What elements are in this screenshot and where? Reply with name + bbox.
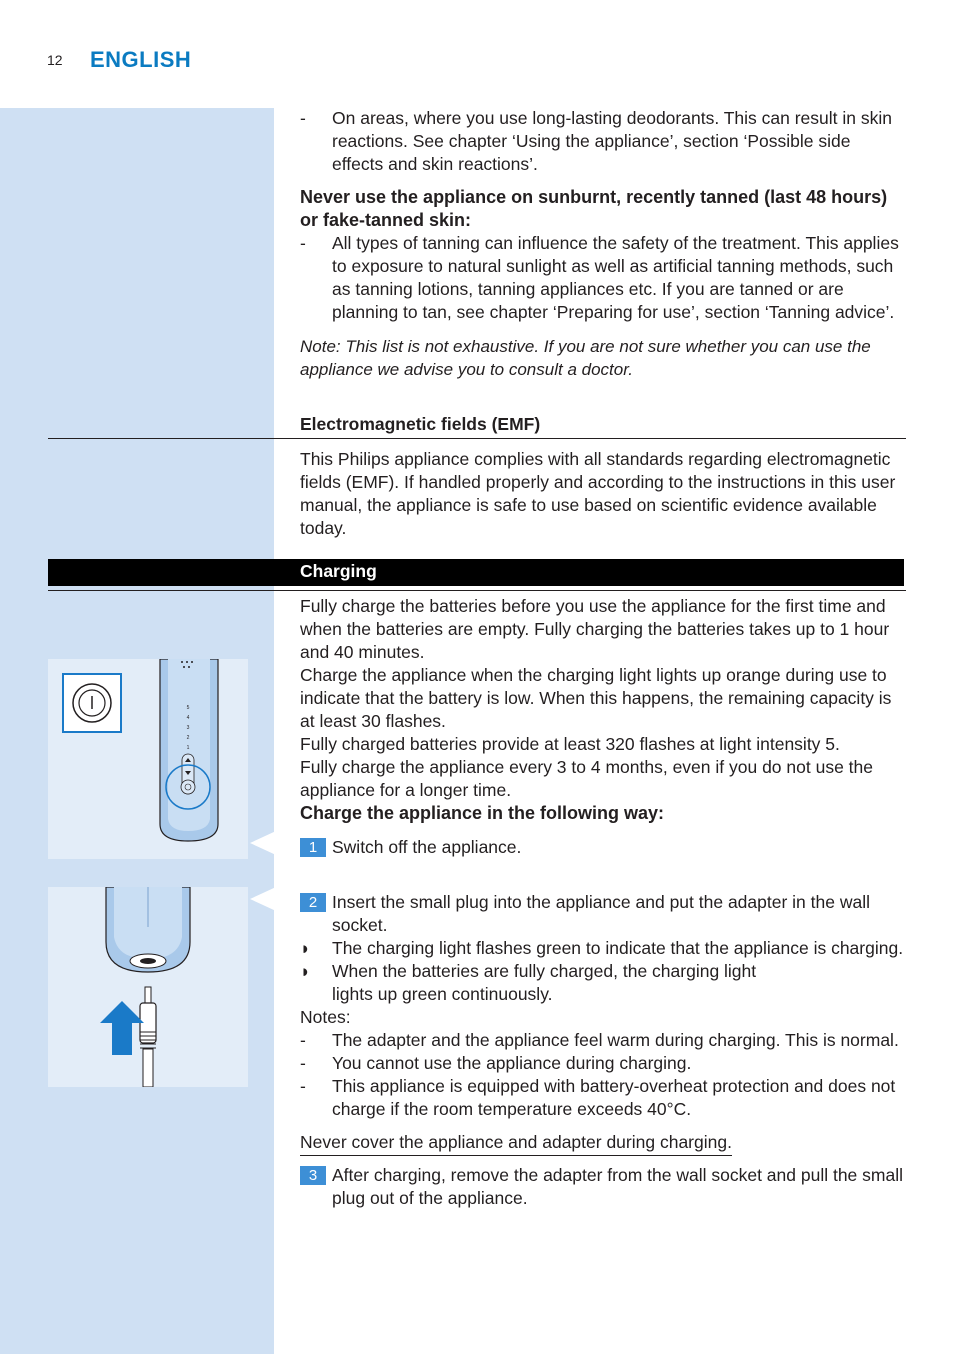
illustration-pointer: [250, 887, 276, 911]
charging-paragraph: Fully charged batteries provide at least 320 flashes at light intensity 5.: [300, 734, 840, 754]
step-number: 2: [300, 893, 326, 912]
intensity-level-2: 2: [186, 735, 190, 741]
arrow-up-icon: [100, 1001, 144, 1055]
intensity-level-1: 1: [186, 745, 190, 751]
charging-section-header: [48, 559, 904, 586]
note-item: - The adapter and the appliance feel warm during charging. This is normal.: [300, 1030, 899, 1050]
step-item: 3 After charging, remove the adapter from the wall socket and pull the small plug out of the appliance.: [300, 1164, 906, 1210]
charging-title: Charging: [300, 561, 377, 581]
step-item: 2 Insert the small plug into the appliance and put the adapter in the wall socket.: [300, 891, 906, 937]
result-arrow-icon: ◗: [300, 961, 311, 981]
note-item: - This appliance is equipped with battery-overheat protection and does not charge if the room temperature exceeds 40°C.: [300, 1076, 896, 1119]
warning-wrapper: [300, 1131, 906, 1156]
appliance-handle-illustration: [48, 659, 248, 859]
result-arrow-icon: ◗: [300, 938, 311, 958]
charging-steps: [300, 891, 906, 1210]
charging-paragraph: Fully charge the batteries before you use the appliance for the first time and when the batteries are empty. Fully charging the batteries takes up to 1 hour and 40 minutes.: [300, 596, 890, 662]
charging-paragraph: Fully charge the appliance every 3 to 4 months, even if you do not use the appliance for a longer time.: [300, 757, 873, 800]
precautions-section: [300, 107, 906, 381]
step-number: 3: [300, 1166, 326, 1185]
emf-title: Electromagnetic fields (EMF): [300, 414, 541, 434]
illustration-switch-off: [48, 659, 248, 859]
divider: [48, 590, 906, 591]
intensity-level-3: 3: [186, 725, 190, 731]
charging-paragraph: Charge the appliance when the charging light lights up orange during use to indicate that the battery is low. When this happens, the remaining capacity is at least 30 flashes.: [300, 665, 892, 731]
charging-warning: Never cover the appliance and adapter during charging.: [300, 1131, 732, 1156]
result-item: ◗ The charging light flashes green to indicate that the appliance is charging.: [300, 938, 904, 958]
page-number: 12: [47, 52, 63, 68]
emf-body: This Philips appliance complies with all standards regarding electromagnetic fields (EMF). If handled properly and according to the instructions in this user manual, the appliance is safe to use based on scientific evidence available today.: [300, 449, 896, 538]
list-item: - On areas, where you use long-lasting deodorants. This can result in skin reactions. See chapter ‘Using the appliance’, section ‘Possible side effects and skin reactions’.: [300, 108, 892, 174]
result-item: ◗ When the batteries are fully charged, the charging light lights up green continuously.: [300, 961, 757, 1004]
sunburn-heading: Never use the appliance on sunburnt, recently tanned (last 48 hours) or fake-tanned skin:: [300, 187, 888, 230]
charging-section: [300, 595, 906, 859]
list-item: - All types of tanning can influence the safety of the treatment. This applies to exposure to natural sunlight as well as artificial tanning methods, such as tanning lotions, tanning appliances etc. If you are tanned or are planning to tan, see chapter ‘Preparing for use’, section ‘Tanning advice’.: [300, 233, 899, 322]
note-item: - You cannot use the appliance during charging.: [300, 1053, 692, 1073]
divider: [48, 438, 906, 439]
plug-illustration: [48, 887, 248, 1087]
illustration-plug-in: [48, 887, 248, 1087]
intensity-level-5: 5: [186, 705, 190, 711]
illustration-pointer: [250, 831, 276, 855]
notes-label: Notes:: [300, 1007, 351, 1027]
intensity-level-4: 4: [186, 715, 190, 721]
step-number: 1: [300, 838, 326, 857]
note-text: Note: This list is not exhaustive. If you are not sure whether you can use the appliance we advise you to consult a doctor.: [300, 337, 871, 379]
step-item: 1 Switch off the appliance.: [300, 836, 906, 859]
charging-howto-heading: Charge the appliance in the following way:: [300, 803, 665, 823]
language-heading: ENGLISH: [90, 47, 192, 72]
